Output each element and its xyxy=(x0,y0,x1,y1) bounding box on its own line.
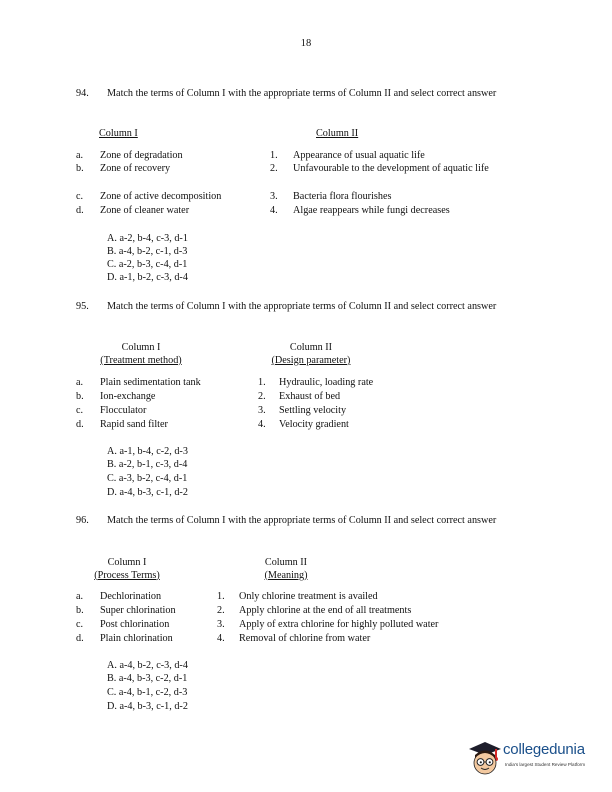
q94-column-1-header: Column I xyxy=(99,128,138,139)
q96-column-1-header: Column I (Process Terms) xyxy=(94,557,160,581)
q94-option-b: B. a-4, b-2, c-1, d-3 xyxy=(107,246,188,257)
page-number: 18 xyxy=(300,38,312,49)
q96-option-b: B. a-4, b-3, c-2, d-1 xyxy=(107,673,188,684)
q94-option-d: D. a-1, b-2, c-3, d-4 xyxy=(107,272,188,283)
question-95-number: 95. xyxy=(76,301,89,312)
q96-column-2-header: Column II (Meaning) xyxy=(264,557,308,581)
logo-wordmark: collegedunia xyxy=(503,741,585,758)
q95-option-b: B. a-2, b-1, c-3, d-4 xyxy=(107,459,188,470)
question-94-number: 94. xyxy=(76,88,89,99)
question-95-text: Match the terms of Column I with the appropriate terms of Column II and select correct answer xyxy=(107,301,497,312)
q94-option-a: A. a-2, b-4, c-3, d-1 xyxy=(107,233,188,244)
q96-option-a: A. a-4, b-2, c-3, d-4 xyxy=(107,660,188,671)
question-96-number: 96. xyxy=(76,515,89,526)
graduate-mascot-icon xyxy=(467,738,503,778)
q95-option-d: D. a-4, b-3, c-1, d-2 xyxy=(107,487,188,498)
collegedunia-logo xyxy=(467,738,607,780)
q96-option-c: C. a-4, b-1, c-2, d-3 xyxy=(107,687,188,698)
q94-column-2-header: Column II xyxy=(316,128,359,139)
question-94-text: Match the terms of Column I with the appropriate terms of Column II and select correct answer xyxy=(107,88,497,99)
q95-option-c: C. a-3, b-2, c-4, d-1 xyxy=(107,473,188,484)
q95-column-2-header: Column II (Design parameter) xyxy=(271,342,351,366)
q96-option-d: D. a-4, b-3, c-1, d-2 xyxy=(107,701,188,712)
logo-tagline: India's largest Student Review Platform xyxy=(505,762,586,767)
q95-option-a: A. a-1, b-4, c-2, d-3 xyxy=(107,446,188,457)
q95-column-1-header: Column I (Treatment method) xyxy=(100,342,182,366)
q94-option-c: C. a-2, b-3, c-4, d-1 xyxy=(107,259,188,270)
question-96-text: Match the terms of Column I with the appropriate terms of Column II and select correct answer xyxy=(107,515,497,526)
